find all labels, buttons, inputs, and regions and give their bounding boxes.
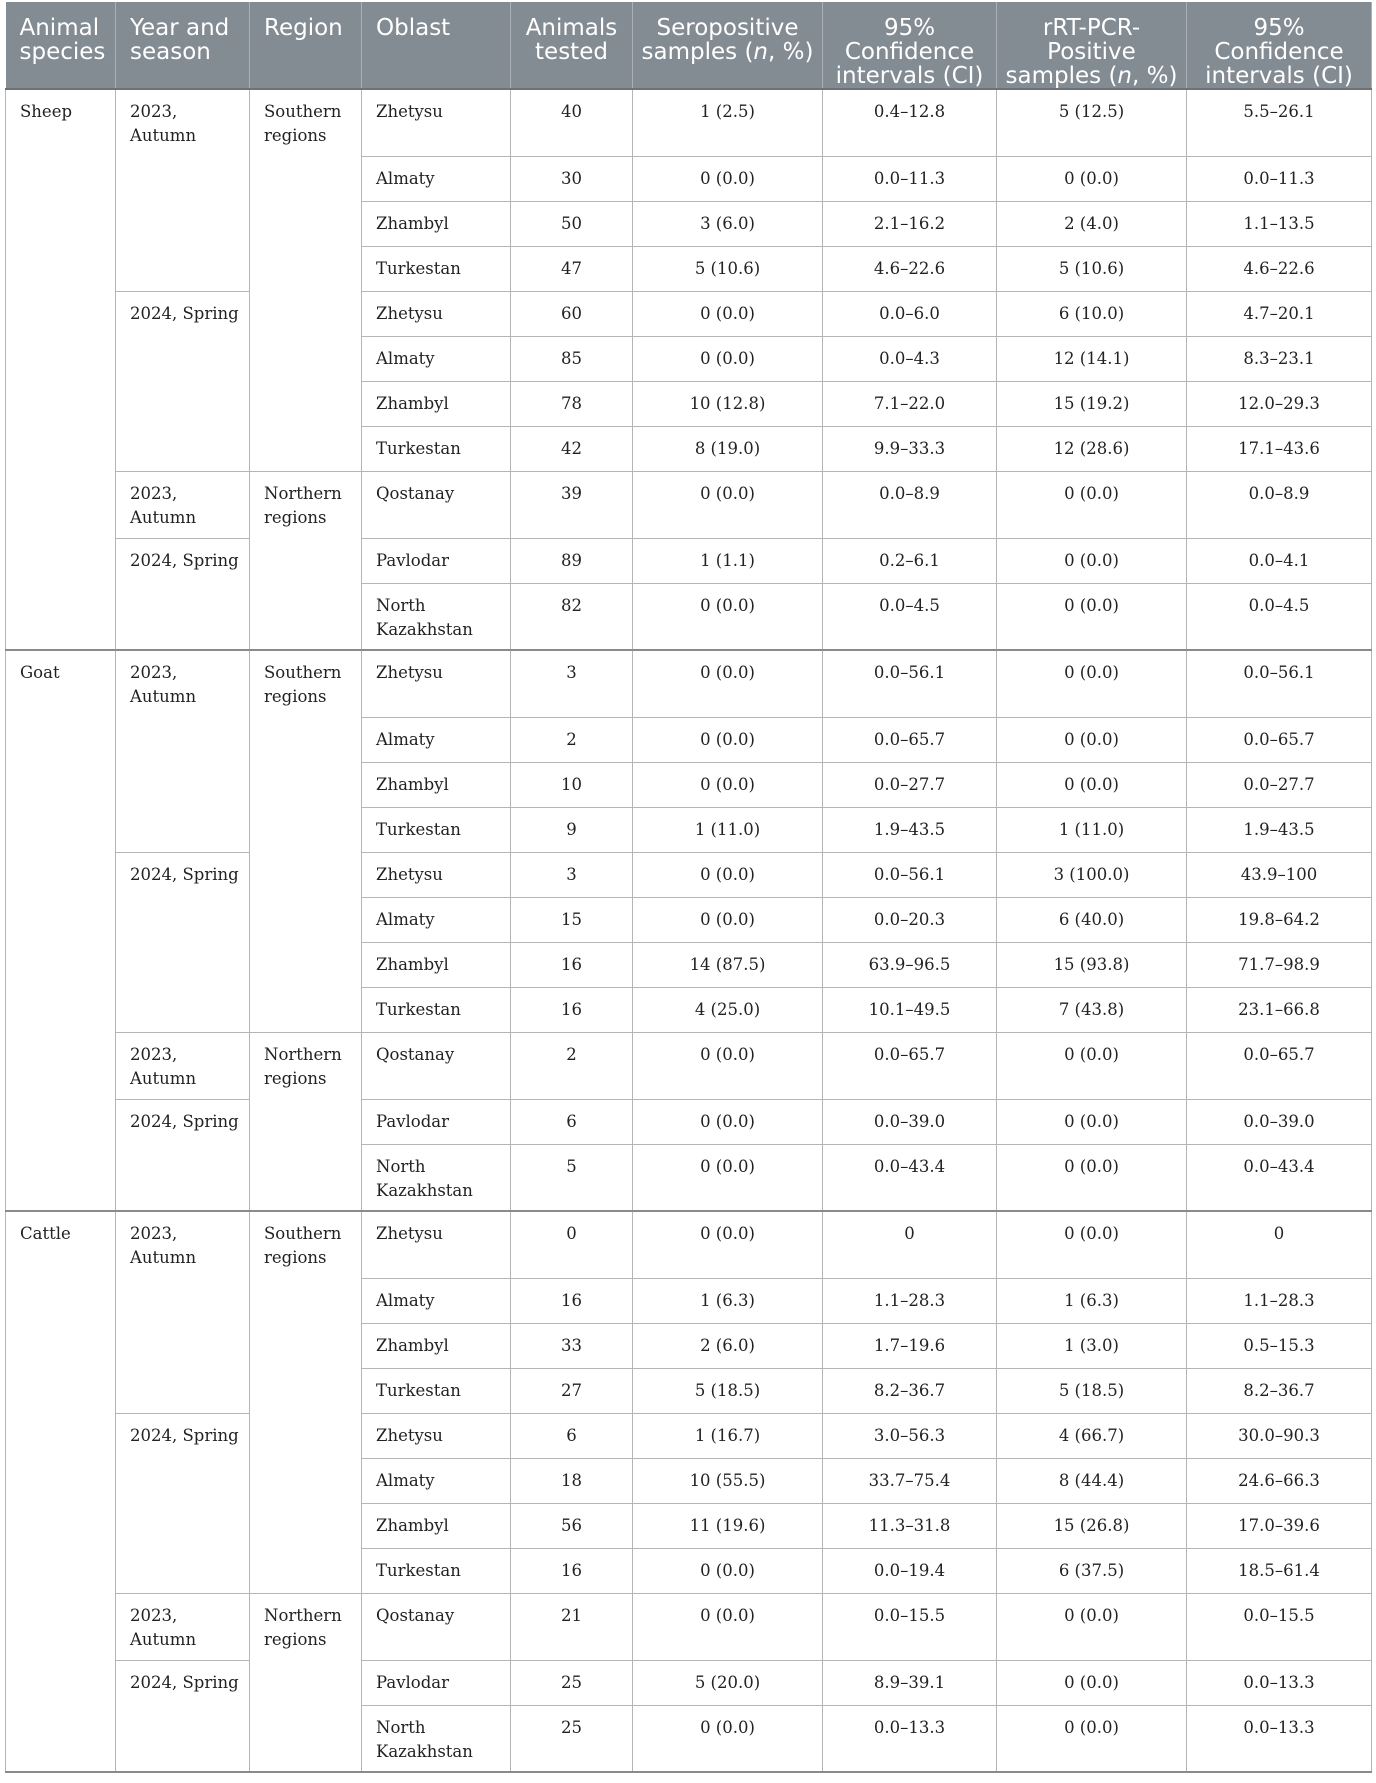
ci-pcr-cell: 8.2–36.7 [1187,1368,1372,1413]
ci-pcr-cell: 30.0–90.3 [1187,1413,1372,1458]
header-region: Region [250,2,362,89]
seropositive-cell: 1 (1.1) [633,538,823,583]
seropositive-cell: 0 (0.0) [633,1211,823,1278]
animals-tested-cell: 78 [511,381,633,426]
table-row [6,538,1372,583]
ci-pcr-cell: 1.9–43.5 [1187,807,1372,852]
seropositive-cell: 5 (20.0) [633,1660,823,1705]
ci-sero-cell: 63.9–96.5 [823,942,997,987]
rtpcr-positive-cell: 3 (100.0) [997,852,1187,897]
animals-tested-cell: 25 [511,1660,633,1705]
rtpcr-positive-cell: 0 (0.0) [997,650,1187,717]
animals-tested-cell: 18 [511,1458,633,1503]
ci-pcr-cell: 0.0–43.4 [1187,1144,1372,1211]
ci-sero-cell: 0.4–12.8 [823,89,997,156]
rtpcr-positive-cell: 0 (0.0) [997,717,1187,762]
seropositive-cell: 0 (0.0) [633,291,823,336]
seropositive-cell: 0 (0.0) [633,1593,823,1660]
seropositive-cell: 1 (2.5) [633,89,823,156]
animals-tested-cell: 56 [511,1503,633,1548]
ci-sero-cell: 0.0–65.7 [823,717,997,762]
seropositive-cell: 0 (0.0) [633,762,823,807]
ci-sero-cell: 0.0–20.3 [823,897,997,942]
animals-tested-cell: 16 [511,1548,633,1593]
rtpcr-positive-cell: 0 (0.0) [997,583,1187,650]
ci-sero-cell: 0.0–11.3 [823,156,997,201]
oblast-cell: Zhetysu [362,1413,511,1458]
species-cell: Goat [6,650,116,1211]
oblast-cell: Zhambyl [362,1323,511,1368]
ci-pcr-cell: 4.6–22.6 [1187,246,1372,291]
oblast-cell: Zhetysu [362,89,511,156]
oblast-cell: Zhetysu [362,852,511,897]
oblast-cell: Zhambyl [362,942,511,987]
rtpcr-positive-cell: 0 (0.0) [997,1144,1187,1211]
ci-sero-cell: 0.2–6.1 [823,538,997,583]
oblast-cell: Almaty [362,156,511,201]
animals-tested-cell: 16 [511,987,633,1032]
seropositive-cell: 1 (6.3) [633,1278,823,1323]
season-cell: 2023, Autumn [116,1593,250,1660]
header-animals-tested: Animals tested [511,2,633,89]
season-cell: 2024, Spring [116,291,250,471]
seropositive-cell: 10 (12.8) [633,381,823,426]
table-row [6,650,1372,717]
table-row [6,89,1372,156]
rtpcr-positive-cell: 1 (6.3) [997,1278,1187,1323]
animals-tested-cell: 16 [511,942,633,987]
seropositive-cell: 0 (0.0) [633,1705,823,1772]
ci-sero-cell: 1.9–43.5 [823,807,997,852]
header-animal-species: Animal species [6,2,116,89]
ci-pcr-cell: 0.0–39.0 [1187,1099,1372,1144]
seropositive-cell: 0 (0.0) [633,1144,823,1211]
animals-tested-cell: 82 [511,583,633,650]
table-row [6,1211,1372,1278]
seropositive-cell: 10 (55.5) [633,1458,823,1503]
ci-pcr-cell: 12.0–29.3 [1187,381,1372,426]
oblast-cell: Turkestan [362,426,511,471]
rtpcr-positive-cell: 12 (28.6) [997,426,1187,471]
ci-pcr-cell: 0.0–8.9 [1187,471,1372,538]
rtpcr-positive-cell: 0 (0.0) [997,1099,1187,1144]
season-cell: 2023, Autumn [116,650,250,852]
animals-tested-cell: 0 [511,1211,633,1278]
rtpcr-positive-cell: 0 (0.0) [997,762,1187,807]
results-table [5,2,1372,1773]
animals-tested-cell: 6 [511,1099,633,1144]
animals-tested-cell: 5 [511,1144,633,1211]
header-ci-pcr: 95% Confidence intervals (CI) [1187,2,1372,89]
table-row [6,291,1372,336]
ci-pcr-cell: 0.0–27.7 [1187,762,1372,807]
rtpcr-positive-cell: 1 (3.0) [997,1323,1187,1368]
seropositive-cell: 4 (25.0) [633,987,823,1032]
ci-sero-cell: 0.0–6.0 [823,291,997,336]
animals-tested-cell: 42 [511,426,633,471]
ci-sero-cell: 11.3–31.8 [823,1503,997,1548]
oblast-cell: Turkestan [362,1368,511,1413]
season-cell: 2024, Spring [116,1413,250,1593]
header-oblast: Oblast [362,2,511,89]
ci-sero-cell: 0.0–39.0 [823,1099,997,1144]
ci-pcr-cell: 0.5–15.3 [1187,1323,1372,1368]
season-cell: 2024, Spring [116,1099,250,1211]
header-seropositive: Seropositive samples (n, %) [633,2,823,89]
ci-pcr-cell: 19.8–64.2 [1187,897,1372,942]
seropositive-cell: 0 (0.0) [633,1032,823,1099]
animals-tested-cell: 30 [511,156,633,201]
rtpcr-positive-cell: 6 (37.5) [997,1548,1187,1593]
seropositive-cell: 5 (18.5) [633,1368,823,1413]
ci-pcr-cell: 5.5–26.1 [1187,89,1372,156]
oblast-cell: Qostanay [362,1593,511,1660]
rtpcr-positive-cell: 1 (11.0) [997,807,1187,852]
oblast-cell: Zhetysu [362,1211,511,1278]
oblast-cell: Zhetysu [362,650,511,717]
rtpcr-positive-cell: 6 (10.0) [997,291,1187,336]
ci-pcr-cell: 8.3–23.1 [1187,336,1372,381]
animals-tested-cell: 60 [511,291,633,336]
rtpcr-positive-cell: 7 (43.8) [997,987,1187,1032]
seropositive-cell: 0 (0.0) [633,471,823,538]
header-ci-sero: 95% Confidence intervals (CI) [823,2,997,89]
rtpcr-positive-cell: 0 (0.0) [997,1211,1187,1278]
rtpcr-positive-cell: 0 (0.0) [997,1032,1187,1099]
seropositive-cell: 0 (0.0) [633,583,823,650]
oblast-cell: Zhambyl [362,1503,511,1548]
ci-pcr-cell: 0.0–11.3 [1187,156,1372,201]
region-cell: Northern regions [250,1593,362,1772]
ci-sero-cell: 0.0–4.5 [823,583,997,650]
rtpcr-positive-cell: 5 (12.5) [997,89,1187,156]
ci-sero-cell: 0.0–13.3 [823,1705,997,1772]
rtpcr-positive-cell: 15 (19.2) [997,381,1187,426]
rtpcr-positive-cell: 0 (0.0) [997,1593,1187,1660]
oblast-cell: Turkestan [362,246,511,291]
oblast-cell: Qostanay [362,471,511,538]
season-cell: 2024, Spring [116,852,250,1032]
seropositive-cell: 1 (11.0) [633,807,823,852]
ci-pcr-cell: 43.9–100 [1187,852,1372,897]
seropositive-cell: 0 (0.0) [633,852,823,897]
ci-pcr-cell: 17.1–43.6 [1187,426,1372,471]
ci-sero-cell: 0.0–65.7 [823,1032,997,1099]
ci-sero-cell: 0.0–19.4 [823,1548,997,1593]
ci-pcr-cell: 24.6–66.3 [1187,1458,1372,1503]
table-row [6,1099,1372,1144]
rtpcr-positive-cell: 0 (0.0) [997,1705,1187,1772]
oblast-cell: Zhambyl [362,201,511,246]
seropositive-cell: 1 (16.7) [633,1413,823,1458]
rtpcr-positive-cell: 12 (14.1) [997,336,1187,381]
animals-tested-cell: 2 [511,1032,633,1099]
region-cell: Northern regions [250,1032,362,1211]
seropositive-cell: 5 (10.6) [633,246,823,291]
oblast-cell: Qostanay [362,1032,511,1099]
seropositive-cell: 0 (0.0) [633,650,823,717]
animals-tested-cell: 3 [511,650,633,717]
ci-sero-cell: 1.1–28.3 [823,1278,997,1323]
region-cell: Southern regions [250,89,362,471]
table-row [6,471,1372,538]
seropositive-cell: 0 (0.0) [633,1099,823,1144]
animals-tested-cell: 25 [511,1705,633,1772]
rtpcr-positive-cell: 0 (0.0) [997,156,1187,201]
animals-tested-cell: 6 [511,1413,633,1458]
ci-pcr-cell: 0.0–65.7 [1187,1032,1372,1099]
species-cell: Sheep [6,89,116,650]
ci-pcr-cell: 71.7–98.9 [1187,942,1372,987]
seropositive-cell: 0 (0.0) [633,156,823,201]
rtpcr-positive-cell: 0 (0.0) [997,471,1187,538]
ci-pcr-cell: 0 [1187,1211,1372,1278]
ci-pcr-cell: 0.0–4.1 [1187,538,1372,583]
oblast-cell: Zhetysu [362,291,511,336]
animals-tested-cell: 50 [511,201,633,246]
ci-pcr-cell: 4.7–20.1 [1187,291,1372,336]
ci-sero-cell: 8.2–36.7 [823,1368,997,1413]
animals-tested-cell: 16 [511,1278,633,1323]
animals-tested-cell: 33 [511,1323,633,1368]
ci-pcr-cell: 17.0–39.6 [1187,1503,1372,1548]
rtpcr-positive-cell: 4 (66.7) [997,1413,1187,1458]
ci-pcr-cell: 0.0–13.3 [1187,1705,1372,1772]
animals-tested-cell: 3 [511,852,633,897]
animals-tested-cell: 85 [511,336,633,381]
region-cell: Southern regions [250,1211,362,1593]
ci-sero-cell: 0.0–8.9 [823,471,997,538]
oblast-cell: Zhambyl [362,381,511,426]
ci-sero-cell: 2.1–16.2 [823,201,997,246]
ci-sero-cell: 0.0–43.4 [823,1144,997,1211]
ci-pcr-cell: 0.0–4.5 [1187,583,1372,650]
table-row [6,1593,1372,1660]
animals-tested-cell: 39 [511,471,633,538]
oblast-cell: North Kazakhstan [362,583,511,650]
ci-sero-cell: 10.1–49.5 [823,987,997,1032]
season-cell: 2023, Autumn [116,89,250,291]
ci-sero-cell: 3.0–56.3 [823,1413,997,1458]
seropositive-cell: 14 (87.5) [633,942,823,987]
rtpcr-positive-cell: 0 (0.0) [997,538,1187,583]
oblast-cell: Almaty [362,336,511,381]
seropositive-cell: 0 (0.0) [633,897,823,942]
ci-sero-cell: 0.0–56.1 [823,650,997,717]
oblast-cell: Almaty [362,897,511,942]
season-cell: 2023, Autumn [116,471,250,538]
oblast-cell: North Kazakhstan [362,1705,511,1772]
rtpcr-positive-cell: 8 (44.4) [997,1458,1187,1503]
ci-pcr-cell: 1.1–28.3 [1187,1278,1372,1323]
rtpcr-positive-cell: 0 (0.0) [997,1660,1187,1705]
oblast-cell: Almaty [362,1458,511,1503]
rtpcr-positive-cell: 15 (93.8) [997,942,1187,987]
seropositive-cell: 0 (0.0) [633,1548,823,1593]
animals-tested-cell: 10 [511,762,633,807]
rtpcr-positive-cell: 6 (40.0) [997,897,1187,942]
rtpcr-positive-cell: 5 (18.5) [997,1368,1187,1413]
animals-tested-cell: 27 [511,1368,633,1413]
ci-sero-cell: 0.0–15.5 [823,1593,997,1660]
rtpcr-positive-cell: 15 (26.8) [997,1503,1187,1548]
oblast-cell: Pavlodar [362,1660,511,1705]
table-row [6,1413,1372,1458]
ci-sero-cell: 0 [823,1211,997,1278]
seropositive-cell: 11 (19.6) [633,1503,823,1548]
header-rtpcr-positive: rRT-PCR-Positive samples (n, %) [997,2,1187,89]
season-cell: 2024, Spring [116,538,250,650]
ci-sero-cell: 4.6–22.6 [823,246,997,291]
seropositive-cell: 2 (6.0) [633,1323,823,1368]
ci-pcr-cell: 1.1–13.5 [1187,201,1372,246]
oblast-cell: Almaty [362,717,511,762]
table-row [6,1032,1372,1099]
region-cell: Southern regions [250,650,362,1032]
animals-tested-cell: 40 [511,89,633,156]
oblast-cell: Zhambyl [362,762,511,807]
animals-tested-cell: 9 [511,807,633,852]
table-row [6,852,1372,897]
seropositive-cell: 0 (0.0) [633,717,823,762]
oblast-cell: Turkestan [362,807,511,852]
animals-tested-cell: 47 [511,246,633,291]
animals-tested-cell: 2 [511,717,633,762]
season-cell: 2024, Spring [116,1660,250,1772]
oblast-cell: North Kazakhstan [362,1144,511,1211]
animals-tested-cell: 89 [511,538,633,583]
ci-pcr-cell: 0.0–65.7 [1187,717,1372,762]
oblast-cell: Pavlodar [362,538,511,583]
ci-sero-cell: 8.9–39.1 [823,1660,997,1705]
seropositive-cell: 3 (6.0) [633,201,823,246]
rtpcr-positive-cell: 2 (4.0) [997,201,1187,246]
header-year-season: Year and season [116,2,250,89]
ci-pcr-cell: 0.0–13.3 [1187,1660,1372,1705]
season-cell: 2023, Autumn [116,1032,250,1099]
oblast-cell: Pavlodar [362,1099,511,1144]
ci-pcr-cell: 18.5–61.4 [1187,1548,1372,1593]
animals-tested-cell: 21 [511,1593,633,1660]
season-cell: 2023, Autumn [116,1211,250,1413]
ci-sero-cell: 9.9–33.3 [823,426,997,471]
ci-pcr-cell: 23.1–66.8 [1187,987,1372,1032]
rtpcr-positive-cell: 5 (10.6) [997,246,1187,291]
ci-sero-cell: 7.1–22.0 [823,381,997,426]
seropositive-cell: 8 (19.0) [633,426,823,471]
animals-tested-cell: 15 [511,897,633,942]
ci-pcr-cell: 0.0–56.1 [1187,650,1372,717]
ci-sero-cell: 0.0–56.1 [823,852,997,897]
ci-pcr-cell: 0.0–15.5 [1187,1593,1372,1660]
oblast-cell: Turkestan [362,987,511,1032]
species-cell: Cattle [6,1211,116,1772]
oblast-cell: Almaty [362,1278,511,1323]
region-cell: Northern regions [250,471,362,650]
oblast-cell: Turkestan [362,1548,511,1593]
header-row [6,2,1372,89]
ci-sero-cell: 0.0–4.3 [823,336,997,381]
ci-sero-cell: 33.7–75.4 [823,1458,997,1503]
ci-sero-cell: 0.0–27.7 [823,762,997,807]
ci-sero-cell: 1.7–19.6 [823,1323,997,1368]
table-row [6,1660,1372,1705]
seropositive-cell: 0 (0.0) [633,336,823,381]
